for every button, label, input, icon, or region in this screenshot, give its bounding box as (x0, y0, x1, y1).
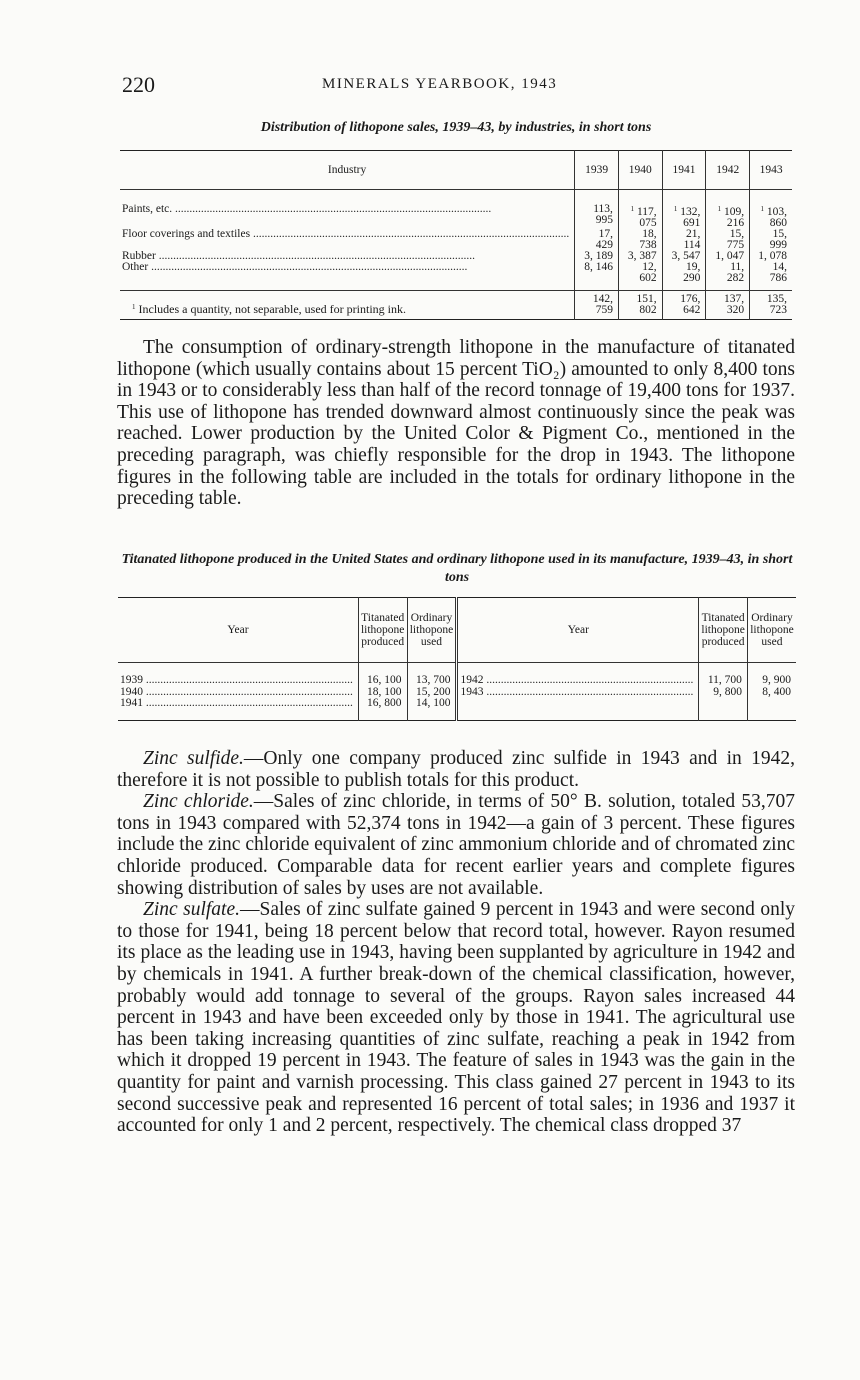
table-cell: 8, 146 (575, 262, 619, 291)
table-cell: 13, 700 (407, 675, 457, 687)
column-header: 1941 (662, 151, 706, 190)
column-header: Titanated lithopone produced (358, 598, 407, 663)
row-label: 1941 ..... (118, 698, 358, 721)
table2-caption: Titanated lithopone produced in the United States and ordinary lithopone used in its manufacture, 1939–43, in short tons (121, 552, 793, 585)
table-cell: 9, 800 (699, 687, 748, 699)
column-header: 1940 (618, 151, 662, 190)
body-paragraph: The consumption of ordinary-strength lithopone in the manufacture of titanated lithopone (which usually contains about 15 percent TiO₂) amounted to only 8,400 tons in 1943 or to considerably less than half of the record tonnage of 19,400 tons for 1937. This use of lithopone has trended downward almost continuously since the peak was reached. Lower production by the United Color & Pigment Co., mentioned in the preceding paragraph, was chiefly responsible for the drop in 1943. The lithopone figures in the following table are included in the totals for ordinary lithopone in the preceding table. (117, 337, 795, 510)
column-header: 1943 (750, 151, 792, 190)
row-label: 1940 ..... (118, 687, 358, 699)
footnote-marker: 1 (630, 205, 635, 213)
row-label: 1942 ..... (457, 675, 699, 687)
total-cell: 135, 723 (750, 291, 792, 320)
table-cell: 17, 429 (575, 229, 619, 251)
table-cell: $^1$ 117, 075 (618, 204, 662, 229)
table-row (120, 204, 792, 229)
table1-caption: Distribution of lithopone sales, 1939–43, by industries, in short tons (260, 120, 652, 135)
running-head (122, 72, 792, 102)
table-cell: 15, 775 (706, 229, 750, 251)
table-cell: 12, 602 (618, 262, 662, 291)
footnote-marker: 1 (760, 205, 764, 213)
table-row (118, 687, 796, 699)
table-cell: 14, 786 (750, 262, 792, 291)
table-cell: 3, 547 (662, 251, 706, 262)
column-header: Titanated lithopone produced (699, 598, 748, 663)
table-cell: 113, 995 (575, 204, 619, 229)
table-cell: 11, 700 (699, 675, 748, 687)
table-header-row (118, 598, 796, 663)
table-cell: 18, 738 (618, 229, 662, 251)
page-number: 220 (122, 72, 155, 97)
table-header-row (120, 151, 792, 190)
table-cell: 16, 800 (358, 698, 407, 721)
total-cell: 142, 759 (575, 291, 619, 320)
titanated-lithopone-table (118, 597, 796, 721)
section-zinc-sulfide: Zinc sulfide.—Only one company produced zinc sulfide in 1943 and in 1942, therefore it is not possible to publish totals for this product. (117, 748, 795, 791)
table-row (120, 229, 792, 251)
row-label: Rubber ..... (120, 251, 575, 262)
table-cell: 11, 282 (706, 262, 750, 291)
table-cell: 19, 290 (662, 262, 706, 291)
total-cell: 137, 320 (706, 291, 750, 320)
table-cell: 15, 999 (750, 229, 792, 251)
column-header: 1942 (706, 151, 750, 190)
row-label: Other ..... (120, 262, 575, 291)
section-zinc-sulfate: Zinc sulfate.—Sales of zinc sulfate gained 9 percent in 1943 and were second only to those for 1941, being 18 percent below that record total, however. Rayon resumed its place as the leading use in 1943, having been supplanted by agriculture in 1942 and by chemicals in 1941. A further break-down of the chemical classification, however, probably would add tonnage to several of the groups. Rayon sales increased 44 percent in 1943 and have been exceeded only by those in 1941. The agricultural use has been taking increasing quantities of zinc sulfate, reaching a peak in 1942 from which it dropped 19 percent in 1943. The feature of sales in 1943 was the gain in the quantity for paint and varnish processing. This class gained 27 percent in 1943 to its second successive peak and represented 16 percent of total sales; in 1936 and 1937 it accounted for only 1 and 2 percent, respectively. The chemical class dropped 37 (117, 899, 795, 1137)
lithopone-sales-table (120, 150, 792, 320)
table-cell: 15, 200 (407, 687, 457, 699)
column-header: Ordinary lithopone used (407, 598, 457, 663)
column-header: Year (457, 598, 699, 663)
row-label: Floor coverings and textiles ..... (120, 229, 575, 251)
row-label: Paints, etc. ..... (120, 204, 575, 229)
table-cell: 9, 900 (747, 675, 796, 687)
table-row (120, 262, 792, 291)
table-cell: 1, 047 (706, 251, 750, 262)
table-cell: 8, 400 (747, 687, 796, 699)
section-heading: Zinc sulfate. (143, 899, 240, 921)
table-cell: 21, 114 (662, 229, 706, 251)
table-cell: $^1$ 132, 691 (662, 204, 706, 229)
table-cell: $^1$ 109, 216 (706, 204, 750, 229)
section-heading: Zinc sulfide. (143, 748, 244, 769)
table-row (118, 675, 796, 687)
footnote-marker: 1 (717, 205, 722, 213)
table-cell: $^1$ 103, 860 (750, 204, 792, 229)
table1-footnote: $^1$ Includes a quantity, not separable, used for printing ink. (132, 302, 406, 316)
row-label: 1943 ..... (457, 687, 699, 699)
column-header: 1939 (575, 151, 619, 190)
table-cell: 3, 189 (575, 251, 619, 262)
table-row (118, 698, 796, 721)
column-header: Industry (120, 151, 575, 190)
table-cell: 14, 100 (407, 698, 457, 721)
table-cell: 3, 387 (618, 251, 662, 262)
table-cell: 18, 100 (358, 687, 407, 699)
total-cell: 151, 802 (618, 291, 662, 320)
table-cell: 1, 078 (750, 251, 792, 262)
table-cell: 16, 100 (358, 675, 407, 687)
footnote-marker: 1 (673, 205, 678, 213)
row-label: 1939 ..... (118, 675, 358, 687)
body-sections (117, 748, 795, 1137)
column-header: Year (118, 598, 358, 663)
book-title: MINERALS YEARBOOK, 1943 (322, 76, 558, 92)
column-header: Ordinary lithopone used (747, 598, 796, 663)
total-cell: 176, 642 (662, 291, 706, 320)
section-zinc-chloride: Zinc chloride.—Sales of zinc chloride, in terms of 50° B. solution, totaled 53,707 tons in 1943 compared with 52,374 tons in 1942—a gain of 3 percent. These figures include the zinc chloride equivalent of zinc ammonium chloride and of chromated zinc chloride produced. Comparable data for recent earlier years and complete figures showing distribution of sales by uses are not available. (117, 791, 795, 899)
section-heading: Zinc chloride. (143, 791, 254, 813)
